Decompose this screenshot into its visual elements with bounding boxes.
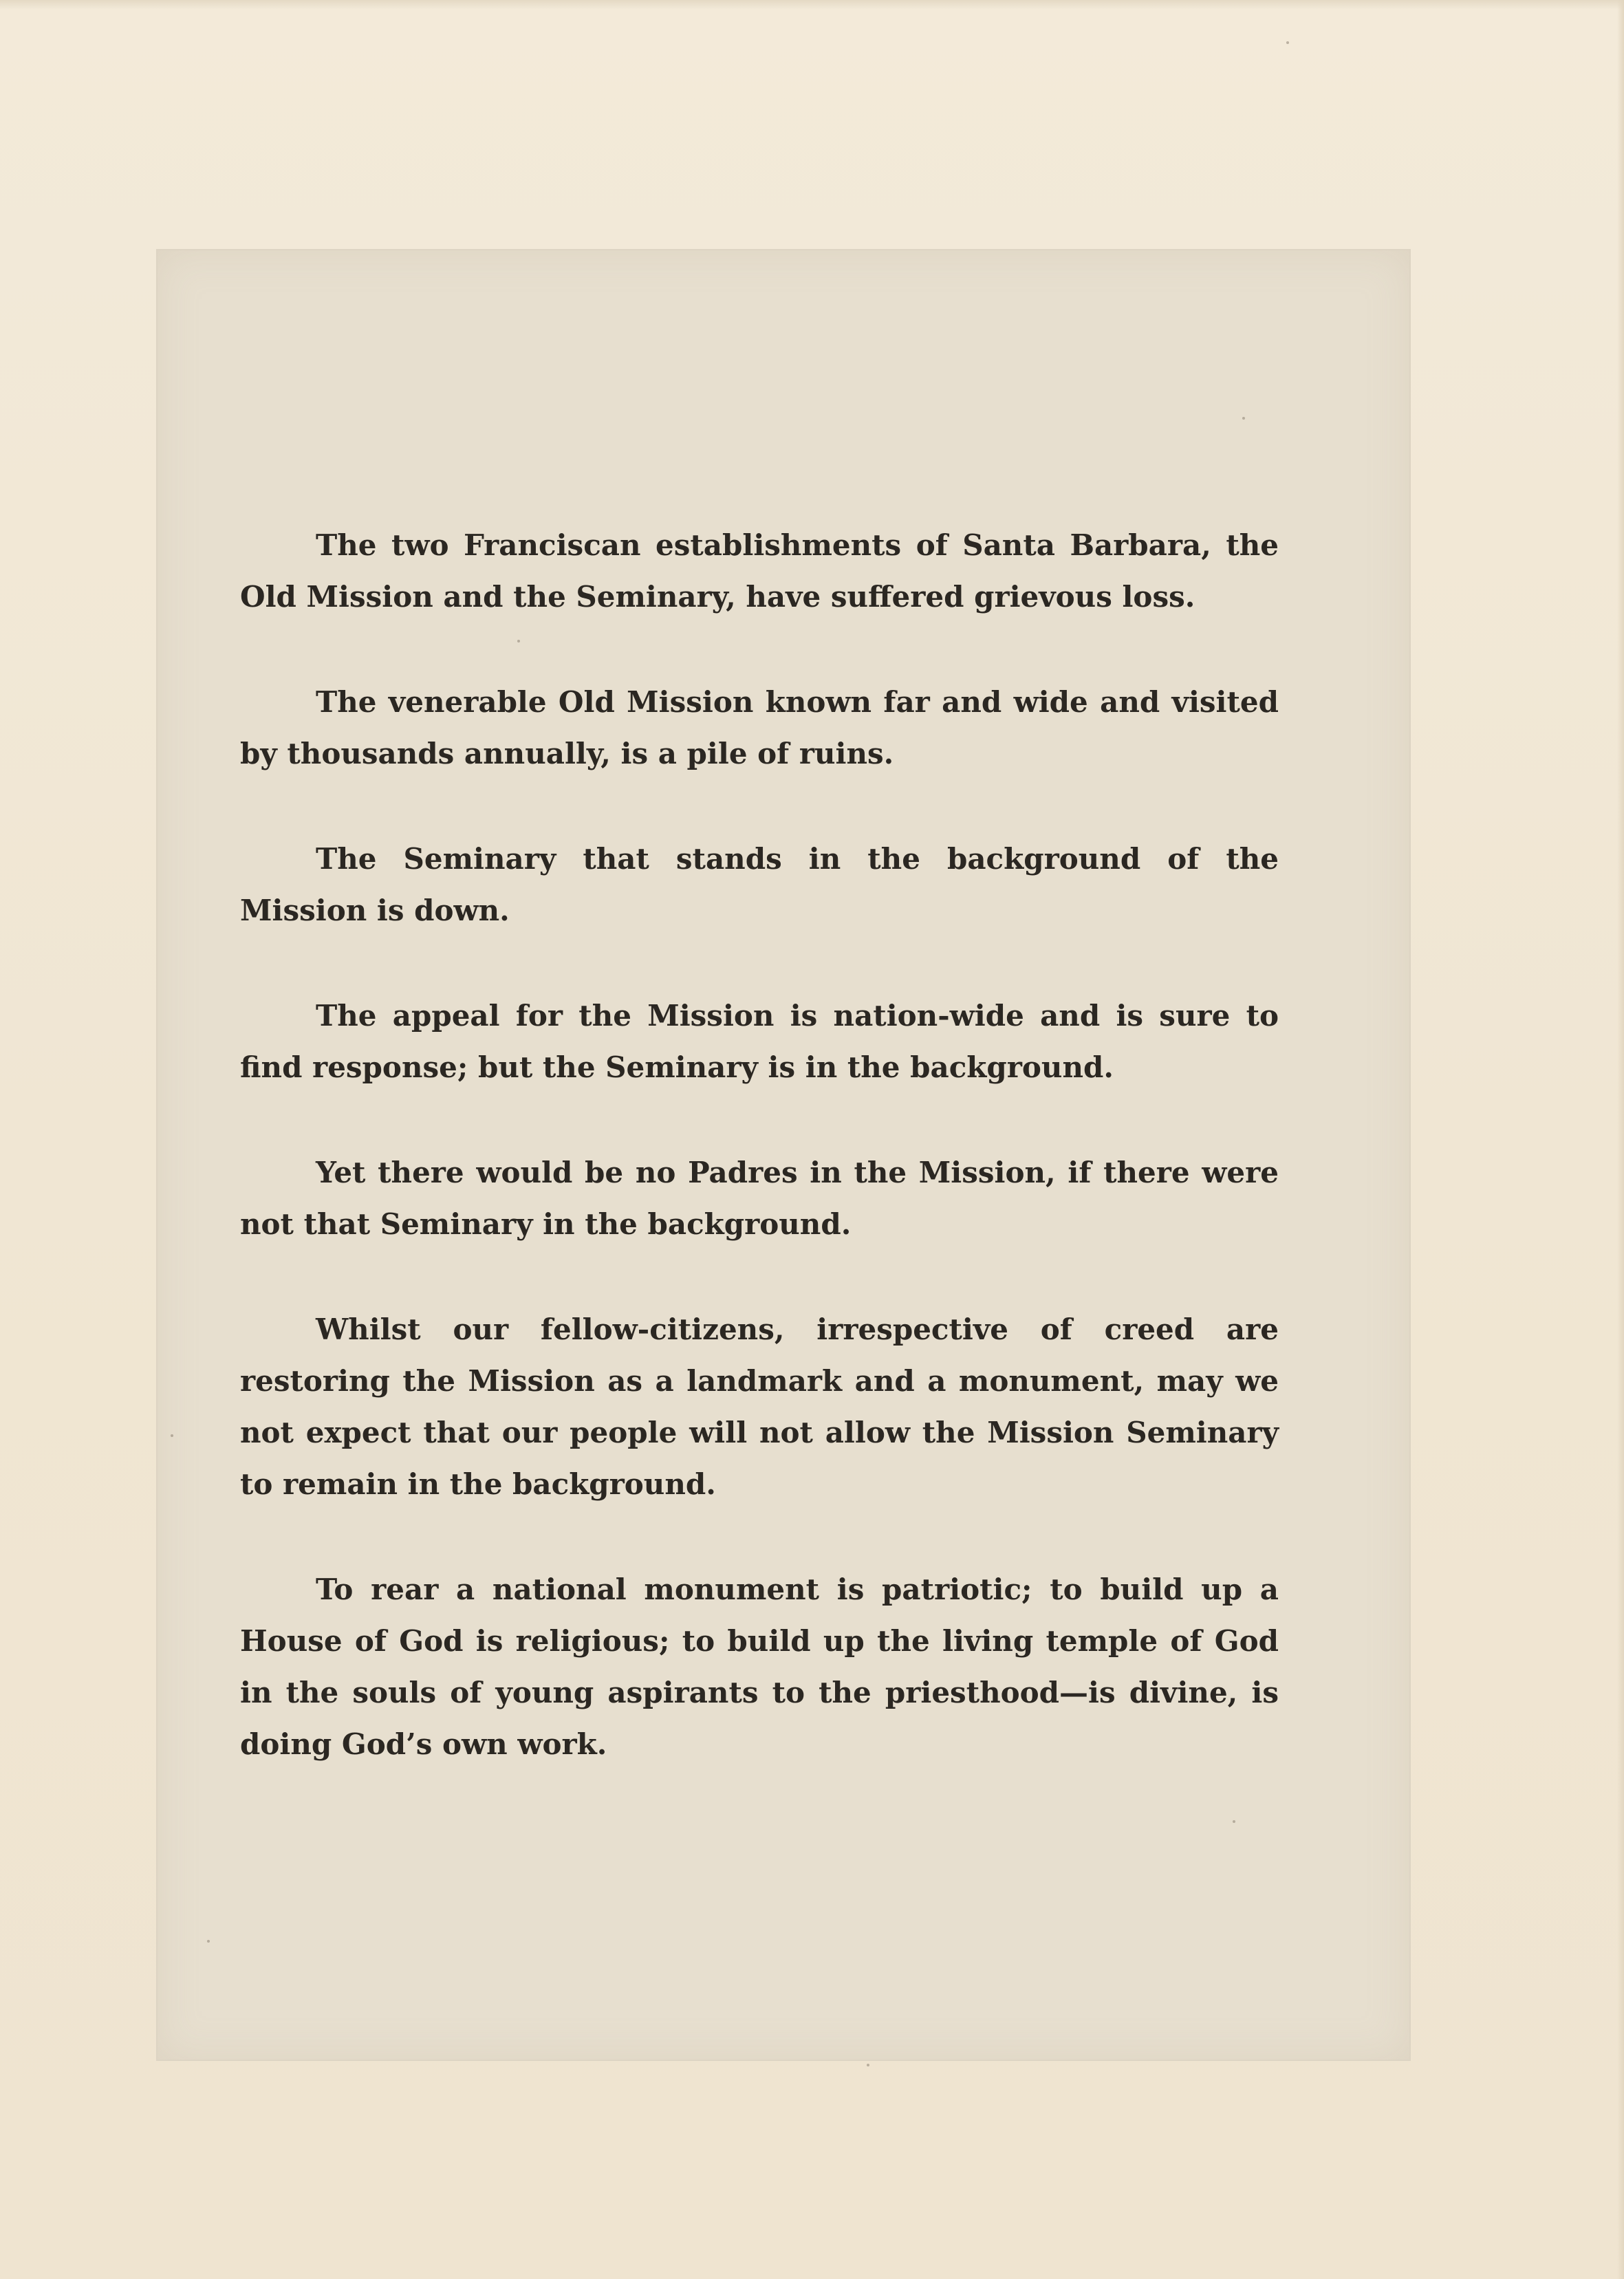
paper-speck (1286, 41, 1289, 44)
body-text (240, 519, 1279, 1824)
paragraph-4: The appeal for the Mission is nation-wide and is sure to find response; but the Seminary is in the background. (240, 999, 1279, 1084)
paper-speck (207, 1940, 210, 1943)
paragraph-3: The Seminary that stands in the background of the Mission is down. (240, 842, 1279, 927)
paragraph-6: Whilst our fellow-citizens, irrespective of creed are restoring the Mission as a landmark and a monument, may we not expect that our people will not allow the Mission Seminary to remain in the background. (240, 1313, 1279, 1501)
paragraph-5: Yet there would be no Padres in the Mission, if there were not that Seminary in the background. (240, 1156, 1279, 1241)
paper-speck (1242, 417, 1245, 420)
page-right-edge (1617, 0, 1624, 2279)
paragraph-2: The venerable Old Mission known far and wide and visited by thousands annually, is a pile of ruins. (240, 685, 1279, 770)
paragraph-1: The two Franciscan establishments of Santa Barbara, the Old Mission and the Seminary, have suffered grievous loss. (240, 528, 1279, 614)
paper-speck (867, 2064, 869, 2066)
paper-speck (517, 640, 520, 642)
paper-speck (1233, 1820, 1235, 1823)
paper-speck (171, 1434, 173, 1437)
paragraph-7: To rear a national monument is patriotic; to build up a House of God is religious; to build up the living temple of God in the souls of young aspirants to the priesthood—is divine, is doing God’s own work. (240, 1573, 1279, 1761)
page-top-edge (0, 0, 1624, 10)
